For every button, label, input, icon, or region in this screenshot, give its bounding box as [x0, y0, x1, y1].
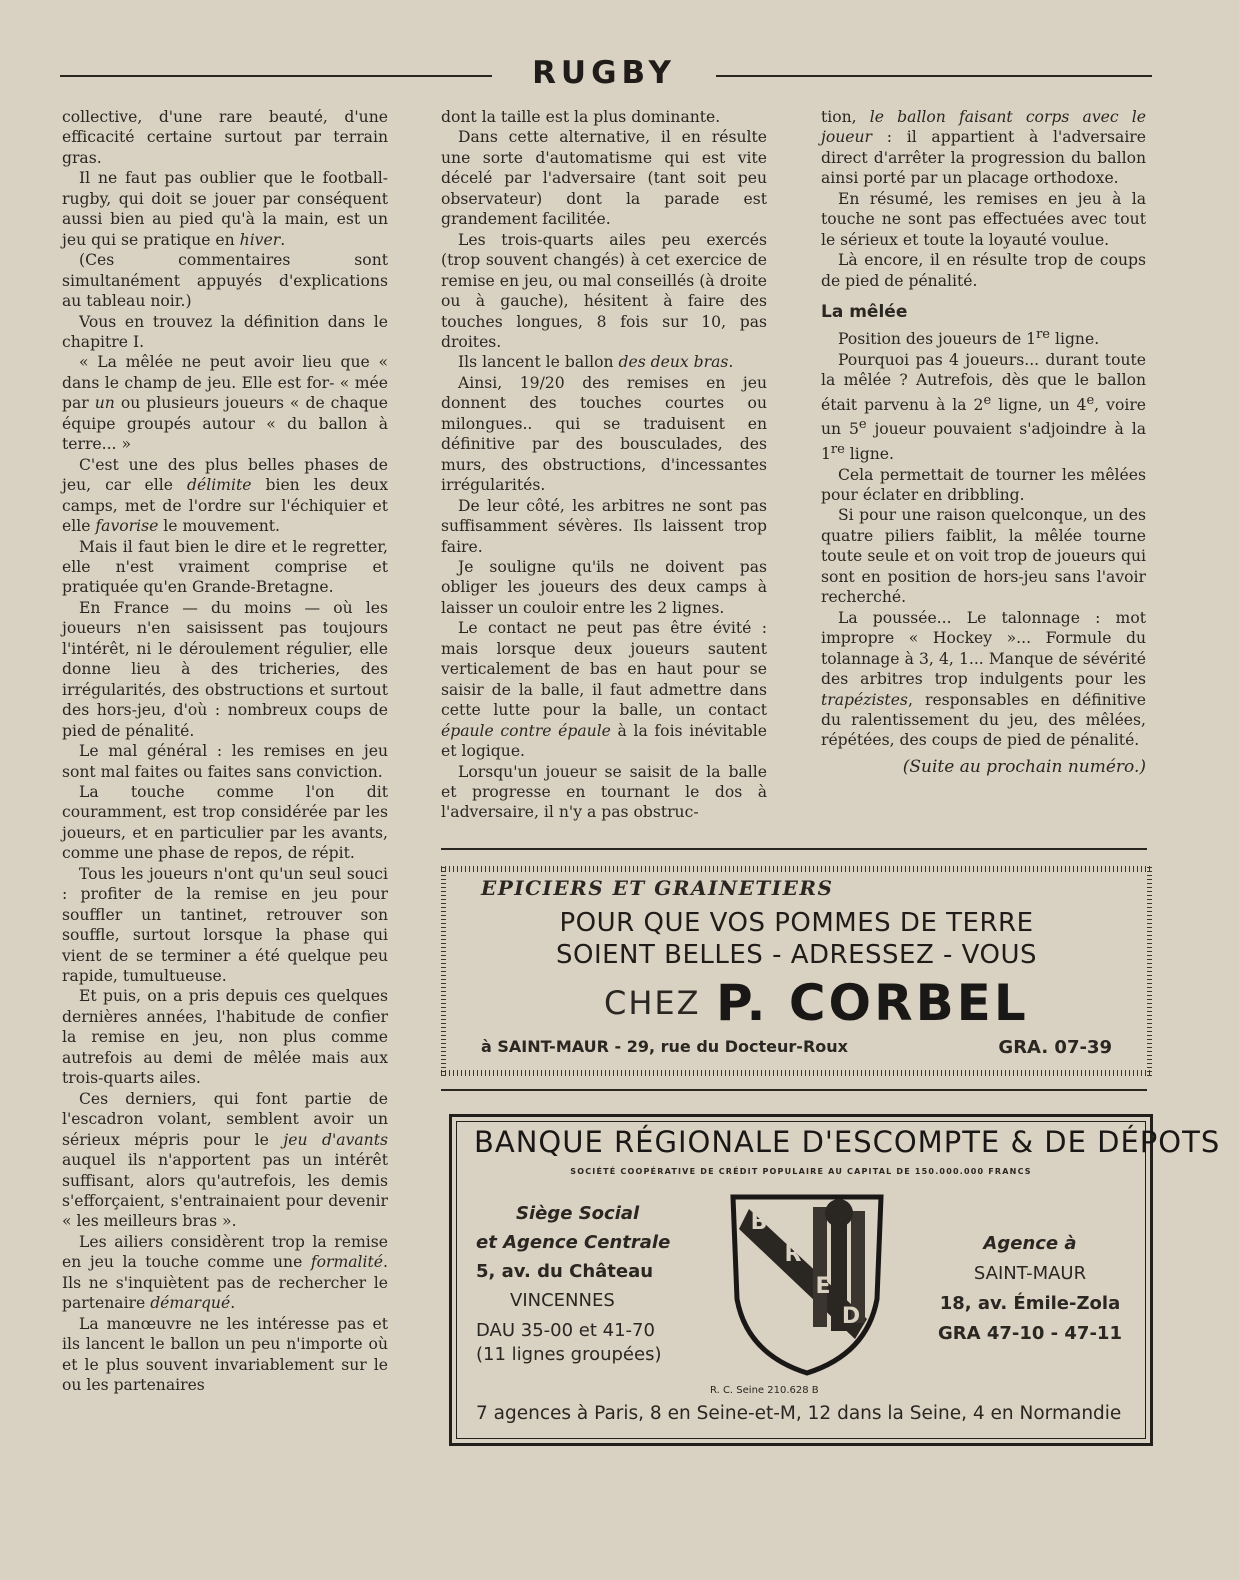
ad-address: à SAINT-MAUR - 29, rue du Docteur-Roux: [481, 1037, 848, 1056]
article-paragraph: Position des joueurs de 1re ligne.: [838, 327, 1100, 349]
article-column-2: [441, 107, 767, 823]
branch-address: 18, av. Émile-Zola: [939, 1293, 1121, 1314]
advertisement-bred: [449, 1114, 1221, 1446]
article-paragraph: Je souligne qu'ils ne doivent pas obliger les joueurs des deux camps à laisser un couloir entre les 2 lignes.: [441, 557, 767, 617]
article-paragraph: Et puis, on a pris depuis ces quelques dernières années, l'habitude de confier la remise en jeu, non plus comme autrefois au demi de mêlée mais aux trois-quarts ailes.: [62, 987, 388, 1088]
ad-dotted-border: [441, 866, 446, 1076]
article-paragraph: dont la taille est la plus dominante.: [441, 108, 721, 126]
article-paragraph: Les trois-quarts ailes peu exercés (trop souvent changés) à cet exercice de remise en jeu, ou mal conseillés (à droite ou à gauche), hésitent à faire des touches longues, 8 fois sur 10, pas droites.: [441, 230, 767, 351]
article-paragraph: (Ces commentaires sont simultanément appuyés d'explications au tableau noir.): [62, 251, 388, 311]
article-column-3: [821, 107, 1146, 777]
continued-note: (Suite au prochain numéro.): [902, 756, 1146, 777]
ad-chez: CHEZ: [604, 984, 701, 1022]
section-title: RUGBY: [532, 55, 676, 91]
ad-headline-line-2: SOIENT BELLES - ADRESSEZ - VOUS: [555, 940, 1038, 970]
head-office-phone: DAU 35-00 et 41-70: [476, 1320, 655, 1341]
logo-letter: E: [815, 1274, 831, 1299]
article-paragraph: La touche comme l'on dit couramment, est trop considérée par les joueurs, et en particulier par les avants, comme une phase de repos, de répit.: [62, 782, 388, 863]
section-header: [60, 55, 1152, 95]
column-3-text: [821, 107, 1146, 291]
article-paragraph: Les ailiers considèrent trop la remise en jeu la touche comme une formalité. Ils ne s'inquiètent pas de rechercher le partenaire démarqué.: [62, 1232, 388, 1313]
head-office-block: [476, 1199, 670, 1367]
article-paragraph: tion, le ballon faisant corps avec le joueur : il appartient à l'adversaire direct d'arrêter la progression du ballon ainsi porté par un placage orthodoxe.: [821, 108, 1146, 188]
branch-phone: GRA 47-10 - 47-11: [938, 1323, 1122, 1344]
branch-line: Agence à: [983, 1233, 1077, 1254]
bank-subtitle: SOCIÉTÉ COOPÉRATIVE DE CRÉDIT POPULAIRE AU CAPITAL DE 150.000.000 FRANCS: [570, 1167, 1032, 1176]
article-column-1: [62, 107, 388, 1396]
head-office-city: VINCENNES: [510, 1290, 615, 1311]
article-paragraph: La manœuvre ne les intéresse pas et ils lancent le ballon un peu n'importe où et le plus souvent invariablement sur le ou les partenaires: [62, 1314, 388, 1395]
branch-block: [930, 1229, 1130, 1349]
la-melee-text: [821, 325, 1146, 751]
article-paragraph: Là encore, il en résulte trop de coups de pied de pénalité.: [821, 251, 1146, 290]
article-paragraph: collective, d'une rare beauté, d'une efficacité certaine surtout par terrain gras.: [62, 108, 388, 167]
logo-letter: B: [750, 1210, 768, 1235]
article-paragraph: Ainsi, 19/20 des remises en jeu donnent des touches courtes ou milongues.. qui se traduisent en définitive par des bousculades, des murs, des obstructions, d'incessantes irrégularités.: [441, 373, 767, 495]
article-paragraph: Si pour une raison quelconque, un des quatre piliers faiblit, la mêlée tourne toute seule et on voit trop de joueurs qui sont en position de hors-jeu sans l'avoir recherché.: [821, 506, 1146, 607]
head-office-lines: (11 lignes groupées): [476, 1344, 662, 1365]
article-paragraph: Le mal général : les remises en jeu sont mal faites ou faites sans conviction.: [62, 742, 388, 781]
head-office-address: 5, av. du Château: [476, 1261, 654, 1282]
separator-rule-bottom: [441, 1089, 1147, 1091]
ad-brand-name: P. CORBEL: [716, 974, 1029, 1032]
agencies-line: 7 agences à Paris, 8 en Seine-et-M, 12 dans la Seine, 4 en Normandie: [476, 1403, 1122, 1424]
separator-rule-top: [441, 848, 1147, 850]
bank-name: BANQUE RÉGIONALE D'ESCOMPTE & DE DÉPOTS: [474, 1125, 1221, 1159]
article-paragraph: C'est une des plus belles phases de jeu, car elle délimite bien les deux camps, met de l'ordre sur l'échiquier et elle favorise le mouvement.: [62, 455, 388, 536]
head-office-line: Siège Social: [516, 1203, 640, 1224]
article-paragraph: Cela permettait de tourner les mêlées pour éclater en dribbling.: [821, 465, 1146, 504]
subheading-la-melee: La mêlée: [821, 302, 908, 323]
article-paragraph: Pourquoi pas 4 joueurs... durant toute la mêlée ? Autrefois, dès que le ballon était parvenu à la 2e ligne, un 4e, voire un 5e joueur pouvaient s'adjoindre à la 1re ligne.: [821, 350, 1146, 464]
article-paragraph: De leur côté, les arbitres ne sont pas suffisamment sévères. Ils laissent trop faire.: [441, 496, 767, 556]
header-rule-left: [60, 75, 492, 77]
ad-dotted-border: [441, 1070, 1152, 1076]
article-paragraph: Dans cette alternative, il en résulte une sorte d'automatisme qui est vite décelé par l'adversaire (tant soit peu observateur) dont la parade est grandement facilitée.: [441, 128, 767, 229]
head-office-line: et Agence Centrale: [476, 1232, 671, 1253]
article-paragraph: « La mêlée ne peut avoir lieu que « dans le champ de jeu. Elle est for- « mée par un ou plusieurs joueurs « de chaque équipe groupés autour « du ballon à terre... »: [62, 353, 388, 454]
header-rule-right: [716, 75, 1152, 77]
ad-dotted-border: [441, 866, 1152, 872]
article-paragraph: Le contact ne peut pas être évité : mais lorsque deux joueurs sautent verticalement de bas en haut pour se saisir de la balle, il faut admettre dans cette lutte pour la balle, un contact épaule contre épaule à la fois inévitable et logique.: [441, 619, 768, 761]
ad-kicker: EPICIERS ET GRAINETIERS: [481, 876, 834, 900]
ad-headline-line-1: POUR QUE VOS POMMES DE TERRE: [559, 908, 1034, 938]
advertisement-corbel: [441, 866, 1152, 1076]
article-paragraph: Tous les joueurs n'ont qu'un seul souci : profiter de la remise en jeu pour souffler un tantinet, retrouver son souffle, surtout lorsque la phase qui vient de se terminer a été quelque peu rapide, tumultueuse.: [62, 864, 388, 986]
article-paragraph: La poussée... Le talonnage : mot impropre « Hockey »... Formule du tolannage à 3, 4, 1... Manque de sévérité des arbitres trop indulgents pour les trapézistes, responsables en définitive du ralentissement du jeu, des mêlées, répétées, des coups de pied de pénalité.: [821, 608, 1146, 750]
article-paragraph: Mais il faut bien le dire et le regretter, elle n'est vraiment comprise et pratiquée qu'en Grande-Bretagne.: [62, 537, 388, 597]
branch-city: SAINT-MAUR: [973, 1263, 1087, 1284]
article-paragraph: En résumé, les remises en jeu à la touche ne sont pas effectuées avec tout le sérieux et toute la loyauté voulue.: [821, 189, 1146, 249]
article-paragraph: Lorsqu'un joueur se saisit de la balle et progresse en tournant le dos à l'adversaire, il n'y a pas obstruc-: [441, 762, 767, 822]
logo-letter: R: [784, 1242, 802, 1267]
registration-number: R. C. Seine 210.628 B: [710, 1385, 819, 1396]
article-paragraph: Ces derniers, qui font partie de l'escadron volant, semblent avoir un sérieux mépris pour le jeu d'avants auquel ils n'apportent pas un intérêt suffisant, alors qu'autrefois, les demis s'efforçaient, s'entrainaient pour devenir « les meilleurs bras ».: [62, 1089, 388, 1231]
logo-letter: D: [841, 1304, 861, 1329]
logo-dome-icon: [825, 1199, 853, 1227]
ad-phone: GRA. 07-39: [998, 1037, 1112, 1058]
article-paragraph: Il ne faut pas oublier que le football-rugby, qui doit se jouer par conséquent aussi bien au pied qu'à la main, est un jeu qui se pratique en hiver.: [62, 169, 388, 249]
ad-dotted-border: [1147, 866, 1152, 1076]
bred-shield-logo: [727, 1189, 887, 1379]
article-paragraph: Vous en trouvez la définition dans le chapitre I.: [62, 312, 388, 351]
article-paragraph: Ils lancent le ballon des deux bras.: [458, 353, 734, 372]
article-paragraph: En France — du moins — où les joueurs n'en saisissent pas toujours l'intérêt, ni le déroulement régulier, elle donne lieu à des tricheries, des irrégularités, des obstructions et surtout des hors-jeu, d'où : nombreux coups de pied de pénalité.: [62, 598, 388, 740]
